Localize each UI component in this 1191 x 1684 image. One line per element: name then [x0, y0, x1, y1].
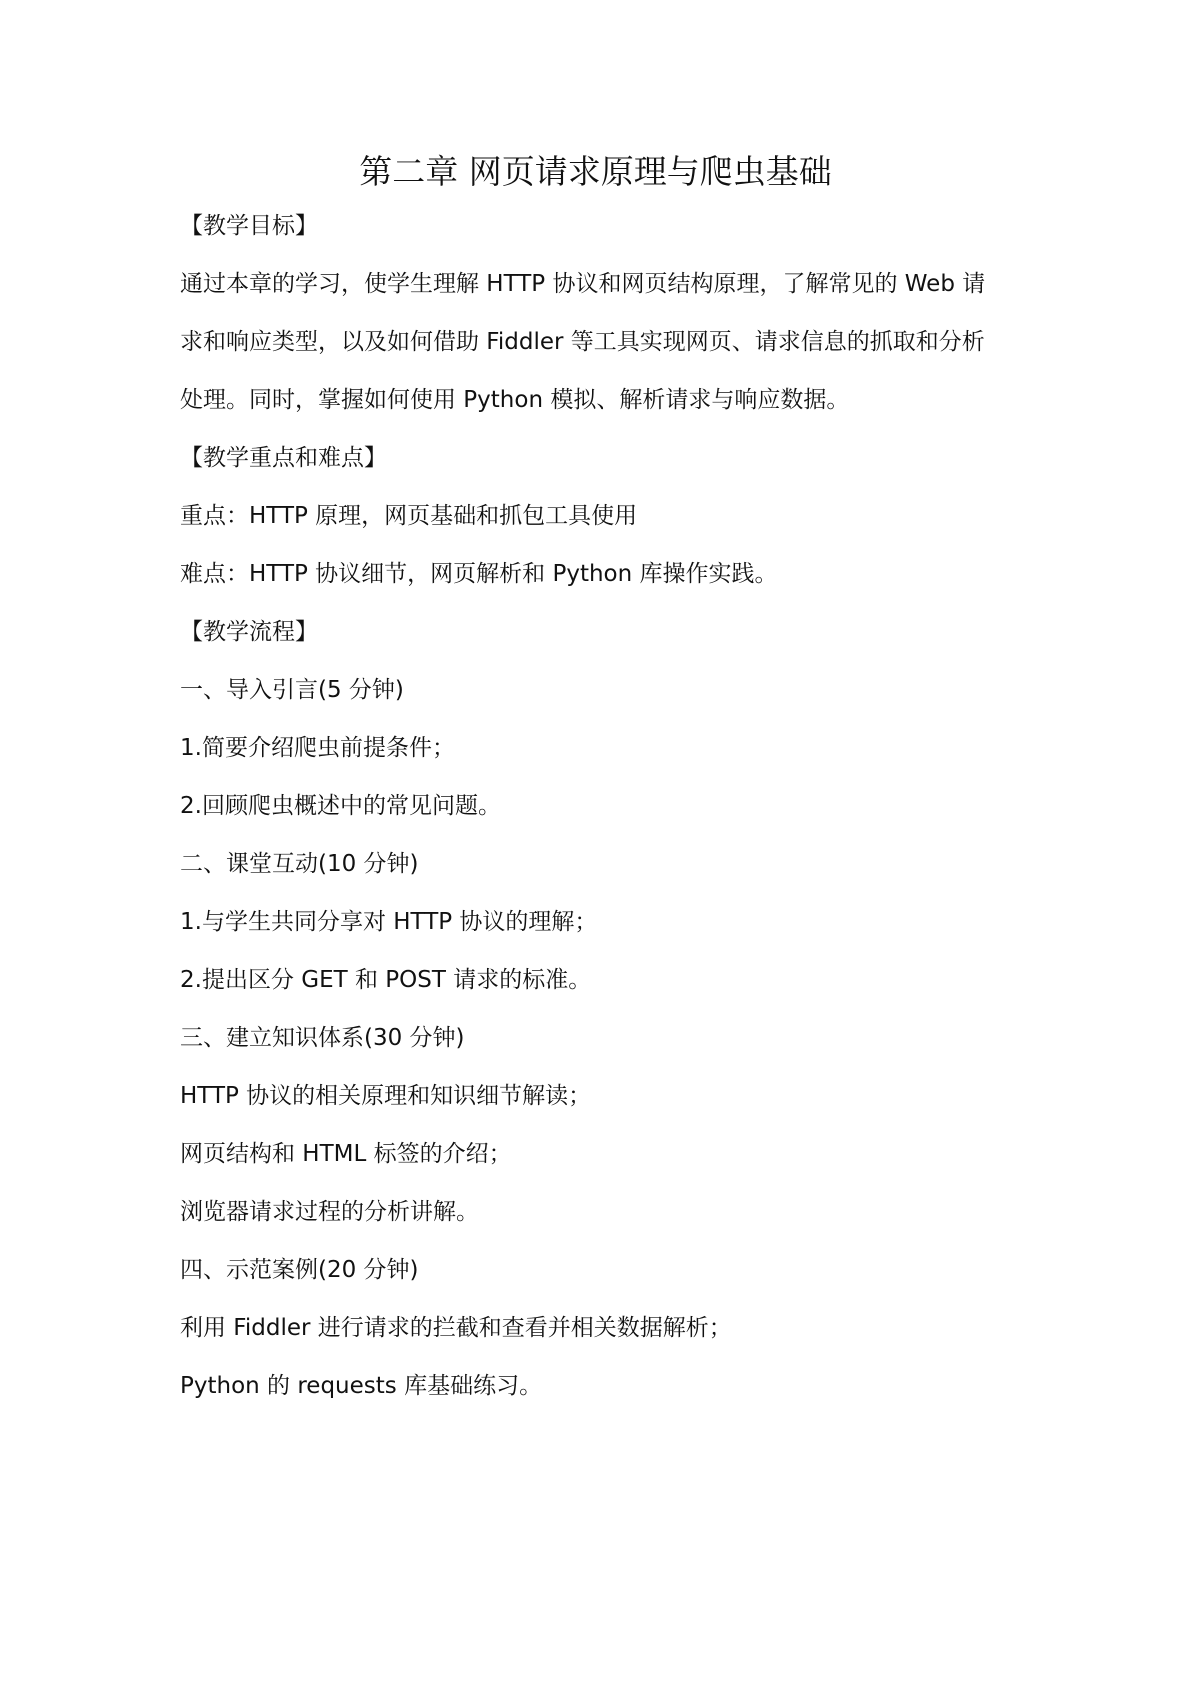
list-item: 1.与学生共同分享对 HTTP 协议的理解； — [180, 909, 598, 935]
document-title: 第二章 网页请求原理与爬虫基础 — [359, 152, 832, 191]
key-point-line: 重点：HTTP 原理，网页基础和抓包工具使用 — [180, 503, 638, 529]
list-item: 网页结构和 HTML 标签的介绍； — [180, 1141, 512, 1167]
section-heading-key-points: 【教学重点和难点】 — [180, 445, 387, 471]
step-heading: 三、建立知识体系(30 分钟) — [180, 1025, 465, 1051]
list-item: 2.回顾爬虫概述中的常见问题。 — [180, 793, 501, 819]
list-item: 2.提出区分 GET 和 POST 请求的标准。 — [180, 967, 592, 993]
step-heading: 一、导入引言(5 分钟) — [180, 677, 404, 703]
paragraph-line: 处理。同时，掌握如何使用 Python 模拟、解析请求与响应数据。 — [180, 387, 850, 413]
step-heading: 二、课堂互动(10 分钟) — [180, 851, 419, 877]
section-heading-objectives: 【教学目标】 — [180, 213, 318, 239]
list-item: 1.简要介绍爬虫前提条件； — [180, 735, 455, 761]
list-item: 利用 Fiddler 进行请求的拦截和查看并相关数据解析； — [180, 1315, 732, 1341]
list-item: HTTP 协议的相关原理和知识细节解读； — [180, 1083, 592, 1109]
list-item: Python 的 requests 库基础练习。 — [180, 1373, 543, 1399]
paragraph-line: 求和响应类型，以及如何借助 Fiddler 等工具实现网页、请求信息的抓取和分析 — [180, 329, 985, 355]
list-item: 浏览器请求过程的分析讲解。 — [180, 1199, 479, 1225]
difficulty-line: 难点：HTTP 协议细节，网页解析和 Python 库操作实践。 — [180, 561, 778, 587]
step-heading: 四、示范案例(20 分钟) — [180, 1257, 419, 1283]
paragraph-line: 通过本章的学习，使学生理解 HTTP 协议和网页结构原理，了解常见的 Web 请 — [180, 271, 986, 297]
section-heading-process: 【教学流程】 — [180, 619, 318, 645]
